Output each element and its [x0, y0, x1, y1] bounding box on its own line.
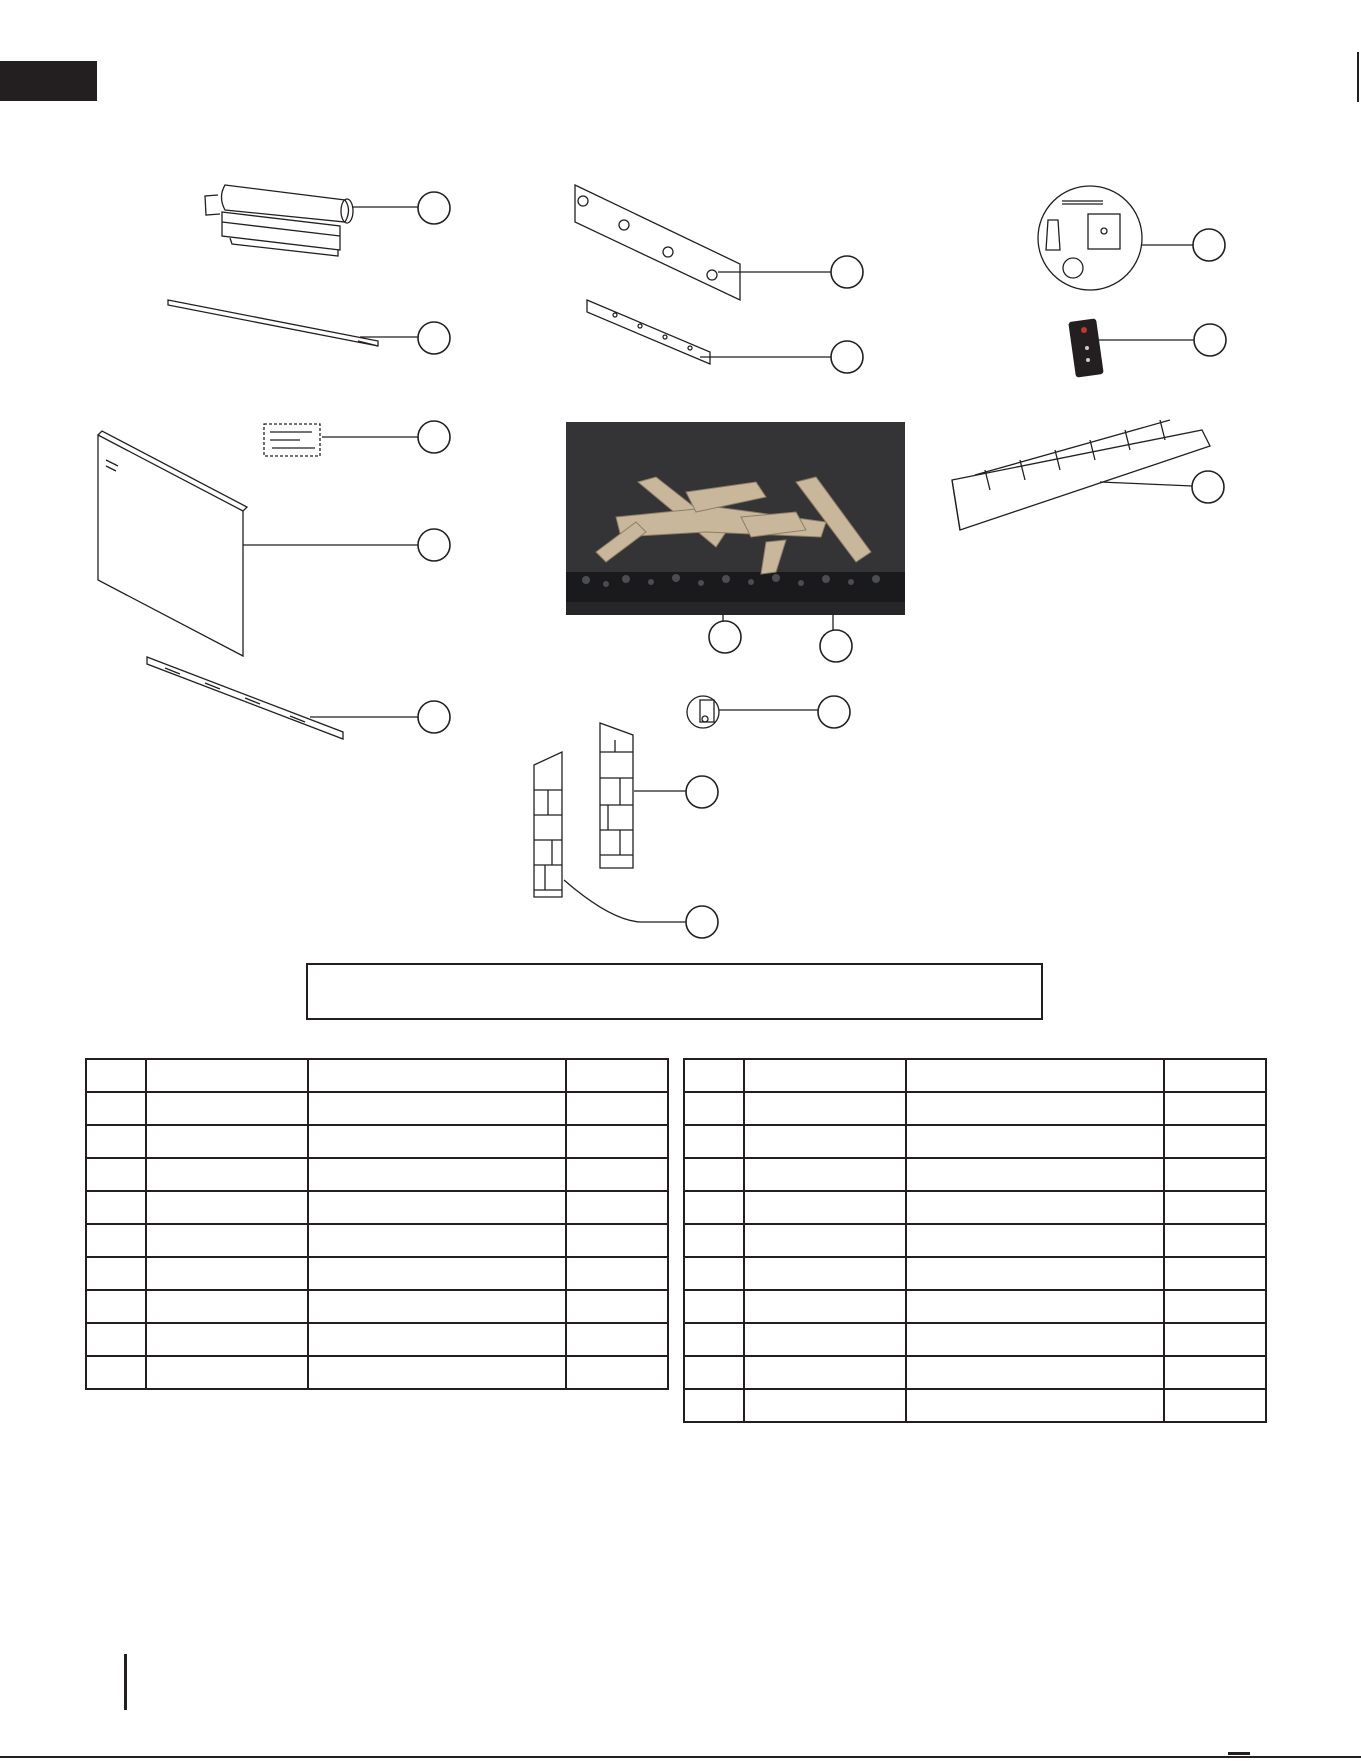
table-cell: [86, 1125, 146, 1158]
table-row: [86, 1191, 668, 1224]
table-row: [684, 1158, 1266, 1191]
table-row: [684, 1257, 1266, 1290]
brick-panel-right-part: [600, 723, 633, 868]
log-set-photo: [566, 422, 905, 615]
table-cell: [744, 1323, 906, 1356]
footer-page-bar: [124, 1654, 127, 1710]
table-cell: [1164, 1158, 1266, 1191]
corner-rule: [1357, 52, 1359, 102]
section-tab-marker: [0, 61, 97, 101]
table-cell: [744, 1158, 906, 1191]
table-row: [684, 1125, 1266, 1158]
table-cell: [684, 1092, 744, 1125]
table-row: [86, 1290, 668, 1323]
table-cell: [566, 1158, 668, 1191]
table-row: [684, 1323, 1266, 1356]
control-board-part: [264, 424, 320, 456]
table-cell: [744, 1290, 906, 1323]
table-cell: [308, 1158, 566, 1191]
table-cell: [86, 1257, 146, 1290]
table-row: [86, 1224, 668, 1257]
table-cell: [744, 1224, 906, 1257]
table-cell: [566, 1125, 668, 1158]
table-cell: [146, 1257, 308, 1290]
table-cell: [906, 1158, 1164, 1191]
table-cell: [146, 1290, 308, 1323]
callout-circle: [1192, 471, 1224, 503]
table-cell: [684, 1224, 744, 1257]
table-cell: [744, 1191, 906, 1224]
table-cell: [146, 1059, 308, 1092]
table-cell: [1164, 1059, 1266, 1092]
table-cell: [566, 1224, 668, 1257]
table-cell: [1164, 1356, 1266, 1389]
led-strip-part: [147, 657, 343, 739]
table-cell: [86, 1191, 146, 1224]
table-cell: [86, 1092, 146, 1125]
remote-control-part: [1068, 318, 1104, 377]
table-row: [86, 1323, 668, 1356]
table-cell: [566, 1059, 668, 1092]
table-cell: [86, 1059, 146, 1092]
callout-circle: [418, 701, 450, 733]
glass-panel-part: [98, 431, 247, 656]
table-row: [86, 1356, 668, 1389]
table-cell: [308, 1290, 566, 1323]
callout-circle: [820, 630, 852, 662]
table-cell: [684, 1356, 744, 1389]
ember-tray-part: [952, 420, 1210, 530]
table-cell: [146, 1356, 308, 1389]
callout-circle: [818, 696, 850, 728]
table-row: [684, 1290, 1266, 1323]
table-row: [86, 1125, 668, 1158]
callout-circle: [686, 906, 718, 938]
table-cell: [684, 1158, 744, 1191]
parts-table-left: [85, 1058, 669, 1390]
hardware-kit-part: [1038, 186, 1142, 290]
table-cell: [86, 1224, 146, 1257]
table-cell: [1164, 1323, 1266, 1356]
callout-circle: [1194, 324, 1226, 356]
table-cell: [146, 1158, 308, 1191]
table-cell: [684, 1389, 744, 1422]
fan-motor-part: [687, 696, 719, 728]
table-cell: [86, 1290, 146, 1323]
callout-circle: [831, 341, 863, 373]
table-cell: [906, 1389, 1164, 1422]
table-row: [684, 1059, 1266, 1092]
footer-dash: [1228, 1752, 1250, 1755]
table-row: [684, 1092, 1266, 1125]
table-cell: [906, 1191, 1164, 1224]
table-cell: [308, 1356, 566, 1389]
table-cell: [566, 1356, 668, 1389]
parts-table-right: [683, 1058, 1267, 1423]
table-cell: [566, 1323, 668, 1356]
table-cell: [308, 1092, 566, 1125]
table-cell: [308, 1224, 566, 1257]
table-row: [684, 1191, 1266, 1224]
table-cell: [1164, 1092, 1266, 1125]
table-cell: [684, 1323, 744, 1356]
table-cell: [744, 1092, 906, 1125]
callout-circle: [418, 192, 450, 224]
callout-circle: [418, 421, 450, 453]
table-row: [684, 1389, 1266, 1422]
table-cell: [684, 1257, 744, 1290]
table-cell: [744, 1257, 906, 1290]
table-cell: [744, 1125, 906, 1158]
table-cell: [86, 1356, 146, 1389]
table-row: [684, 1224, 1266, 1257]
burner-assembly-part: [205, 185, 353, 256]
table-cell: [308, 1059, 566, 1092]
table-row: [86, 1092, 668, 1125]
parts-list-title-box: [306, 963, 1043, 1020]
table-cell: [308, 1125, 566, 1158]
table-cell: [744, 1059, 906, 1092]
table-cell: [1164, 1191, 1266, 1224]
table-cell: [308, 1191, 566, 1224]
table-cell: [146, 1323, 308, 1356]
table-cell: [1164, 1224, 1266, 1257]
table-row: [86, 1059, 668, 1092]
table-cell: [1164, 1389, 1266, 1422]
trim-strip-part: [168, 300, 378, 346]
table-cell: [906, 1323, 1164, 1356]
table-cell: [308, 1323, 566, 1356]
mounting-bracket-part: [587, 300, 710, 364]
callout-circle: [686, 776, 718, 808]
table-cell: [906, 1257, 1164, 1290]
table-cell: [308, 1257, 566, 1290]
callout-circle: [831, 256, 863, 288]
table-cell: [566, 1257, 668, 1290]
table-cell: [146, 1125, 308, 1158]
table-row: [86, 1158, 668, 1191]
table-cell: [566, 1290, 668, 1323]
brick-panel-left-part: [534, 752, 562, 897]
callout-circle: [709, 621, 741, 653]
control-bracket-part: [575, 185, 740, 300]
table-cell: [906, 1092, 1164, 1125]
table-cell: [684, 1125, 744, 1158]
table-cell: [684, 1191, 744, 1224]
table-cell: [146, 1224, 308, 1257]
table-cell: [684, 1290, 744, 1323]
table-cell: [566, 1092, 668, 1125]
table-cell: [1164, 1257, 1266, 1290]
table-cell: [1164, 1290, 1266, 1323]
table-cell: [1164, 1125, 1266, 1158]
table-cell: [146, 1191, 308, 1224]
table-row: [86, 1257, 668, 1290]
table-cell: [906, 1290, 1164, 1323]
table-cell: [566, 1191, 668, 1224]
table-cell: [86, 1158, 146, 1191]
table-cell: [86, 1323, 146, 1356]
table-cell: [744, 1389, 906, 1422]
table-cell: [744, 1356, 906, 1389]
callout-circle: [418, 529, 450, 561]
callout-circle: [418, 322, 450, 354]
table-cell: [906, 1059, 1164, 1092]
table-cell: [906, 1224, 1164, 1257]
table-cell: [146, 1092, 308, 1125]
log-set-illustration: [566, 422, 905, 615]
table-row: [684, 1356, 1266, 1389]
table-cell: [906, 1356, 1164, 1389]
table-cell: [684, 1059, 744, 1092]
table-cell: [906, 1125, 1164, 1158]
callout-circle: [1193, 229, 1225, 261]
footer-rule: [0, 1756, 1361, 1758]
